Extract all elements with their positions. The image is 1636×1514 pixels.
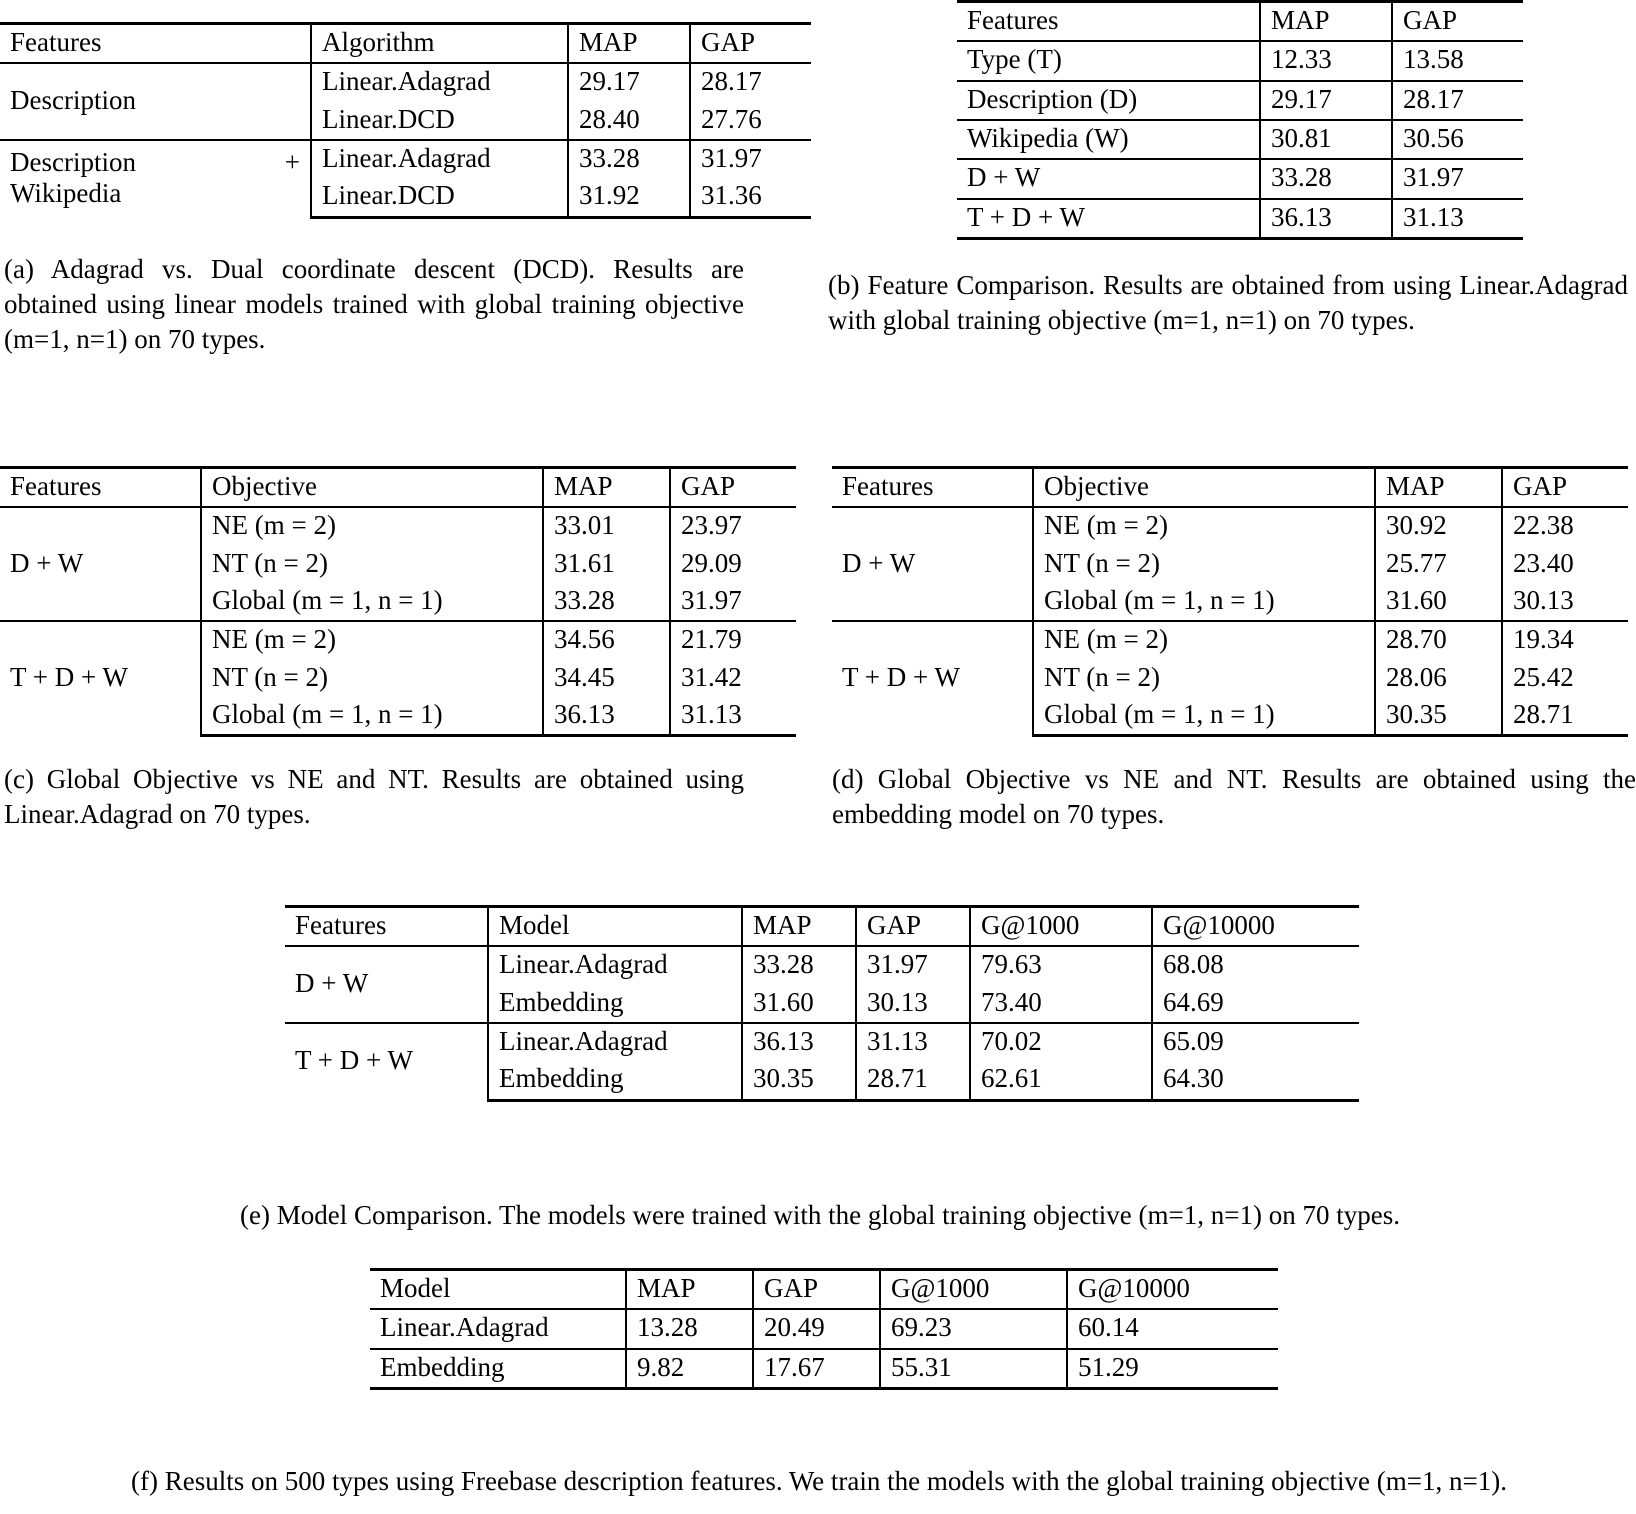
cell-g1000: 69.23 bbox=[880, 1309, 1067, 1348]
table-row bbox=[285, 946, 1359, 984]
col-header-features: Features bbox=[285, 907, 488, 947]
table-row-header bbox=[370, 1270, 1278, 1310]
cell-gap: 31.13 bbox=[670, 697, 796, 736]
col-header-features: Features bbox=[957, 2, 1260, 42]
cell-feature-line2: Wikipedia bbox=[10, 178, 122, 208]
cell-map: 31.92 bbox=[568, 178, 690, 217]
col-header-map: MAP bbox=[568, 24, 690, 64]
col-header-gap: GAP bbox=[753, 1270, 880, 1310]
cell-map: 28.06 bbox=[1375, 660, 1502, 697]
cell-feature: T + D + W bbox=[285, 1023, 488, 1100]
cell-map: 28.70 bbox=[1375, 621, 1502, 659]
cell-map: 30.92 bbox=[1375, 507, 1502, 545]
cell-map: 29.17 bbox=[1260, 81, 1392, 120]
table-row bbox=[957, 199, 1523, 239]
table-f bbox=[370, 1268, 1278, 1390]
cell-algorithm: Linear.DCD bbox=[311, 102, 568, 140]
table-row-header bbox=[0, 24, 811, 64]
cell-map: 36.13 bbox=[742, 1023, 856, 1061]
cell-gap: 22.38 bbox=[1502, 507, 1628, 545]
caption-d: (d) Global Objective vs NE and NT. Results are obtained using the embedding model on 70 types. bbox=[832, 764, 1636, 830]
cell-g10000: 64.30 bbox=[1152, 1061, 1359, 1100]
cell-g1000: 62.61 bbox=[970, 1061, 1152, 1100]
cell-map: 34.45 bbox=[543, 660, 670, 697]
cell-g1000: 73.40 bbox=[970, 985, 1152, 1023]
table-c bbox=[0, 466, 796, 737]
cell-map: 30.35 bbox=[1375, 697, 1502, 736]
cell-g10000: 51.29 bbox=[1067, 1349, 1278, 1389]
cell-map: 30.81 bbox=[1260, 120, 1392, 159]
table-row bbox=[0, 140, 811, 178]
cell-map: 12.33 bbox=[1260, 41, 1392, 80]
cell-feature: T + D + W bbox=[832, 621, 1033, 735]
col-header-gap: GAP bbox=[1502, 468, 1628, 508]
cell-map: 28.40 bbox=[568, 102, 690, 140]
subfigure-d-table-wrap bbox=[832, 466, 1628, 737]
col-header-features: Features bbox=[832, 468, 1033, 508]
col-header-features: Features bbox=[0, 468, 201, 508]
cell-objective: NT (n = 2) bbox=[1033, 546, 1375, 583]
col-header-features: Features bbox=[0, 24, 311, 64]
subfigure-f-table-wrap bbox=[370, 1268, 1278, 1390]
cell-g10000: 65.09 bbox=[1152, 1023, 1359, 1061]
cell-feature: D + W bbox=[285, 946, 488, 1023]
col-header-model: Model bbox=[370, 1270, 626, 1310]
cell-feature: Description (D) bbox=[957, 81, 1260, 120]
caption-b: (b) Feature Comparison. Results are obtained from using Linear.Adagrad with global training objective (m=1, n=1) on 70 types. bbox=[828, 270, 1628, 336]
cell-objective: NE (m = 2) bbox=[1033, 507, 1375, 545]
col-header-g1000: G@1000 bbox=[880, 1270, 1067, 1310]
cell-gap: 31.97 bbox=[856, 946, 970, 984]
col-header-map: MAP bbox=[543, 468, 670, 508]
cell-map: 33.28 bbox=[543, 583, 670, 621]
cell-gap: 13.58 bbox=[1392, 41, 1523, 80]
cell-algorithm: Linear.Adagrad bbox=[311, 140, 568, 178]
col-header-model: Model bbox=[488, 907, 742, 947]
cell-map: 29.17 bbox=[568, 63, 690, 101]
cell-feature-plus: + bbox=[284, 146, 300, 177]
cell-gap: 19.34 bbox=[1502, 621, 1628, 659]
cell-gap: 31.97 bbox=[670, 583, 796, 621]
cell-gap: 23.97 bbox=[670, 507, 796, 545]
cell-feature: Type (T) bbox=[957, 41, 1260, 80]
cell-gap: 28.71 bbox=[856, 1061, 970, 1100]
cell-map: 9.82 bbox=[626, 1349, 753, 1389]
cell-objective: NE (m = 2) bbox=[201, 507, 543, 545]
table-row bbox=[957, 120, 1523, 159]
cell-gap: 30.13 bbox=[1502, 583, 1628, 621]
col-header-g10000: G@10000 bbox=[1067, 1270, 1278, 1310]
cell-feature-line1: Description bbox=[10, 146, 136, 177]
table-row bbox=[957, 41, 1523, 80]
cell-model: Linear.Adagrad bbox=[488, 946, 742, 984]
table-row bbox=[832, 621, 1628, 659]
subfigure-a-table-wrap bbox=[0, 22, 811, 219]
cell-model: Embedding bbox=[488, 1061, 742, 1100]
cell-gap: 31.97 bbox=[1392, 159, 1523, 198]
table-row bbox=[832, 507, 1628, 545]
col-header-g1000: G@1000 bbox=[970, 907, 1152, 947]
table-row bbox=[957, 159, 1523, 198]
table-row-header bbox=[957, 2, 1523, 42]
subfigure-b-table-wrap bbox=[957, 0, 1523, 240]
cell-model: Embedding bbox=[488, 985, 742, 1023]
cell-map: 36.13 bbox=[543, 697, 670, 736]
cell-feature: Description bbox=[0, 63, 311, 140]
cell-algorithm: Linear.DCD bbox=[311, 178, 568, 217]
cell-algorithm: Linear.Adagrad bbox=[311, 63, 568, 101]
cell-g10000: 68.08 bbox=[1152, 946, 1359, 984]
cell-objective: NE (m = 2) bbox=[201, 621, 543, 659]
col-header-objective: Objective bbox=[1033, 468, 1375, 508]
col-header-gap: GAP bbox=[690, 24, 811, 64]
cell-feature: T + D + W bbox=[0, 621, 201, 735]
table-row bbox=[0, 507, 796, 545]
caption-a: (a) Adagrad vs. Dual coordinate descent (DCD). Results are obtained using linear models trained with global training objective (m=1, n=1) on 70 types. bbox=[4, 254, 744, 355]
caption-f: (f) Results on 500 types using Freebase description features. We train the models with the global training objective (m=1, n=1). bbox=[131, 1466, 1507, 1496]
cell-model: Linear.Adagrad bbox=[488, 1023, 742, 1061]
cell-objective: NE (m = 2) bbox=[1033, 621, 1375, 659]
cell-map: 33.28 bbox=[1260, 159, 1392, 198]
cell-map: 33.28 bbox=[742, 946, 856, 984]
cell-objective: NT (n = 2) bbox=[1033, 660, 1375, 697]
col-header-algorithm: Algorithm bbox=[311, 24, 568, 64]
col-header-map: MAP bbox=[1375, 468, 1502, 508]
cell-g1000: 55.31 bbox=[880, 1349, 1067, 1389]
cell-objective: NT (n = 2) bbox=[201, 660, 543, 697]
col-header-objective: Objective bbox=[201, 468, 543, 508]
table-row bbox=[285, 1023, 1359, 1061]
cell-gap: 25.42 bbox=[1502, 660, 1628, 697]
table-row-header bbox=[0, 468, 796, 508]
cell-g1000: 79.63 bbox=[970, 946, 1152, 984]
col-header-map: MAP bbox=[742, 907, 856, 947]
table-b bbox=[957, 0, 1523, 240]
cell-gap: 31.36 bbox=[690, 178, 811, 217]
cell-map: 31.61 bbox=[543, 546, 670, 583]
cell-gap: 30.13 bbox=[856, 985, 970, 1023]
cell-gap: 31.97 bbox=[690, 140, 811, 178]
table-row bbox=[0, 621, 796, 659]
cell-gap: 28.17 bbox=[690, 63, 811, 101]
cell-map: 25.77 bbox=[1375, 546, 1502, 583]
cell-objective: NT (n = 2) bbox=[201, 546, 543, 583]
cell-model: Linear.Adagrad bbox=[370, 1309, 626, 1348]
cell-objective: Global (m = 1, n = 1) bbox=[201, 583, 543, 621]
cell-gap: 28.71 bbox=[1502, 697, 1628, 736]
cell-objective: Global (m = 1, n = 1) bbox=[1033, 697, 1375, 736]
caption-e: (e) Model Comparison. The models were trained with the global training objective (m=1, n=1) on 70 types. bbox=[240, 1200, 1400, 1230]
cell-feature bbox=[0, 140, 311, 217]
cell-gap: 31.42 bbox=[670, 660, 796, 697]
cell-feature: T + D + W bbox=[957, 199, 1260, 239]
subfigure-e-table-wrap bbox=[285, 905, 1359, 1102]
col-header-gap: GAP bbox=[670, 468, 796, 508]
cell-map: 31.60 bbox=[1375, 583, 1502, 621]
cell-gap: 23.40 bbox=[1502, 546, 1628, 583]
cell-objective: Global (m = 1, n = 1) bbox=[201, 697, 543, 736]
cell-feature: Wikipedia (W) bbox=[957, 120, 1260, 159]
cell-gap: 27.76 bbox=[690, 102, 811, 140]
table-d bbox=[832, 466, 1628, 737]
cell-feature: D + W bbox=[0, 507, 201, 621]
table-row-header bbox=[832, 468, 1628, 508]
cell-g10000: 60.14 bbox=[1067, 1309, 1278, 1348]
cell-map: 31.60 bbox=[742, 985, 856, 1023]
cell-model: Embedding bbox=[370, 1349, 626, 1389]
cell-gap: 30.56 bbox=[1392, 120, 1523, 159]
table-row bbox=[957, 81, 1523, 120]
cell-map: 33.28 bbox=[568, 140, 690, 178]
cell-gap: 17.67 bbox=[753, 1349, 880, 1389]
cell-g1000: 70.02 bbox=[970, 1023, 1152, 1061]
table-row bbox=[370, 1349, 1278, 1389]
cell-g10000: 64.69 bbox=[1152, 985, 1359, 1023]
cell-gap: 20.49 bbox=[753, 1309, 880, 1348]
cell-feature: D + W bbox=[957, 159, 1260, 198]
col-header-gap: GAP bbox=[1392, 2, 1523, 42]
caption-c: (c) Global Objective vs NE and NT. Results are obtained using Linear.Adagrad on 70 types. bbox=[4, 764, 744, 830]
table-row bbox=[0, 63, 811, 101]
cell-map: 30.35 bbox=[742, 1061, 856, 1100]
cell-gap: 21.79 bbox=[670, 621, 796, 659]
cell-map: 33.01 bbox=[543, 507, 670, 545]
table-a bbox=[0, 22, 811, 219]
cell-objective: Global (m = 1, n = 1) bbox=[1033, 583, 1375, 621]
cell-gap: 28.17 bbox=[1392, 81, 1523, 120]
cell-map: 13.28 bbox=[626, 1309, 753, 1348]
cell-map: 36.13 bbox=[1260, 199, 1392, 239]
col-header-map: MAP bbox=[626, 1270, 753, 1310]
cell-gap: 31.13 bbox=[856, 1023, 970, 1061]
table-row bbox=[370, 1309, 1278, 1348]
col-header-g10000: G@10000 bbox=[1152, 907, 1359, 947]
table-e bbox=[285, 905, 1359, 1102]
cell-feature: D + W bbox=[832, 507, 1033, 621]
table-row-header bbox=[285, 907, 1359, 947]
col-header-gap: GAP bbox=[856, 907, 970, 947]
col-header-map: MAP bbox=[1260, 2, 1392, 42]
cell-gap: 31.13 bbox=[1392, 199, 1523, 239]
cell-map: 34.56 bbox=[543, 621, 670, 659]
subfigure-c-table-wrap bbox=[0, 466, 796, 737]
cell-gap: 29.09 bbox=[670, 546, 796, 583]
